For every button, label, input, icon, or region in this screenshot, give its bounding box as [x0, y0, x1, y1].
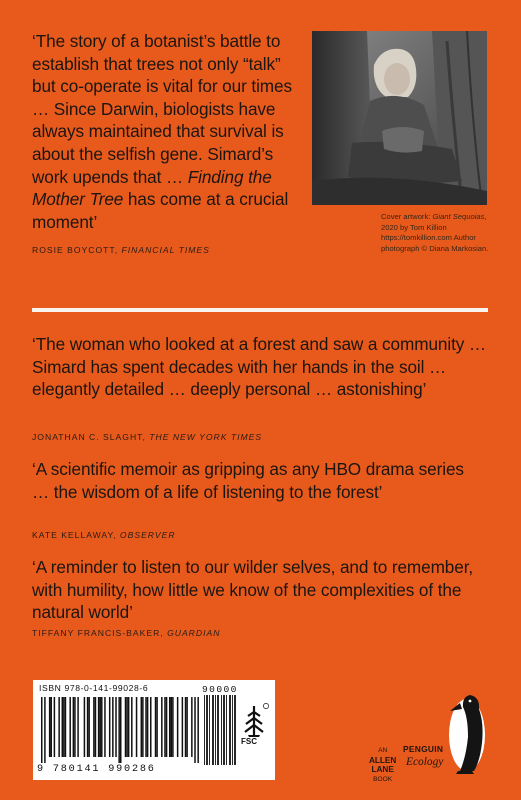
addon-bar	[206, 695, 207, 765]
barcode-bar	[99, 697, 101, 757]
barcode-bar	[58, 697, 60, 757]
attribution-slaght	[32, 432, 262, 442]
isbn-label: ISBN 978-0-141-99028-6	[39, 683, 149, 693]
barcode-bar	[109, 697, 111, 757]
addon-bar	[218, 695, 219, 765]
barcode-bar	[155, 697, 157, 757]
addon-bar	[212, 695, 213, 765]
attribution-publication: OBSERVER	[119, 530, 176, 540]
imprint-book: BOOK	[373, 775, 393, 783]
barcode-bar	[186, 697, 188, 757]
series-name: Ecology	[406, 756, 444, 768]
addon-bar	[230, 695, 231, 765]
attribution-author: KATE KELLAWAY,	[32, 530, 117, 540]
barcode-bar	[169, 697, 171, 757]
barcode-bar	[101, 697, 103, 757]
imprint-an: AN	[378, 747, 388, 754]
barcode-bar	[74, 697, 76, 757]
book-title: Finding the Mother Tree	[32, 166, 272, 210]
barcode-panel	[33, 680, 275, 780]
barcode-bar	[44, 697, 46, 763]
barcode-bar	[197, 697, 199, 763]
attribution-author: JONATHAN C. SLAGHT,	[32, 432, 146, 442]
addon-bar	[207, 695, 208, 765]
ean-barcode	[41, 697, 199, 763]
addon-bar	[213, 695, 214, 765]
barcode-bar	[171, 697, 173, 757]
barcode-bar	[95, 697, 97, 757]
barcode-bar	[65, 697, 67, 757]
addon-bar	[221, 695, 222, 765]
attribution-publication: GUARDIAN	[167, 628, 221, 638]
quote-boycott	[32, 30, 300, 233]
fsc-label: FSC	[241, 737, 257, 746]
barcode-bar	[185, 697, 187, 757]
barcode-bar	[194, 697, 196, 763]
credit-prefix: Cover artwork:	[381, 212, 433, 221]
barcode-bar	[62, 697, 64, 757]
barcode-bar	[63, 697, 65, 757]
addon-digits: 90000	[202, 684, 238, 695]
attribution-kellaway	[32, 530, 176, 540]
addon-bar	[234, 695, 235, 765]
barcode-bar	[120, 697, 122, 763]
barcode-bar	[141, 697, 143, 757]
imprint-lane: LANE	[371, 765, 394, 775]
barcode-bar	[84, 697, 86, 757]
attribution-author: ROSIE BOYCOTT,	[32, 245, 119, 255]
attribution-publication: FINANCIAL TIMES	[121, 245, 210, 255]
barcode-bar	[54, 697, 56, 757]
barcode-bar	[191, 697, 193, 757]
quote-kellaway: ‘A scientific memoir as gripping as any HBO drama series … the wisdom of a life of listening to the forest’	[32, 459, 464, 502]
barcode-bar	[126, 697, 128, 757]
addon-bar	[223, 695, 224, 765]
barcode-bar	[131, 697, 133, 757]
addon-bar	[209, 695, 210, 765]
quote-francis-baker: ‘A reminder to listen to our wilder selves, and to remember, with humility, how little we know of the complexities of the natural world’	[32, 557, 474, 623]
credit-rest: , 2020 by Tom Killion https://tomkillion.com Author photograph © Diana Markosian.	[381, 212, 489, 253]
barcode-bar	[69, 697, 71, 757]
barcode-bar	[172, 697, 174, 757]
addon-bar	[224, 695, 225, 765]
barcode-bar	[177, 697, 179, 757]
attribution-author: TIFFANY FRANCIS-BAKER,	[32, 628, 164, 638]
barcode-bar	[156, 697, 158, 757]
barcode-bar	[104, 697, 106, 757]
barcode-bar	[41, 697, 43, 763]
barcode-bar	[161, 697, 163, 757]
barcode-bar	[87, 697, 89, 757]
barcode-bar	[50, 697, 52, 757]
barcode-bar	[73, 697, 75, 757]
quote-text: ‘The story of a botanist’s battle to establish that trees not only “talk” but co-operate is vital for our times … Since Darwin, biologists have always maintained that survival is about the selfish gene. Simard’s work upends that …	[32, 31, 292, 187]
author-photo-image	[312, 31, 487, 205]
addon-bar	[226, 695, 227, 765]
imprint-allen: ALLEN	[369, 755, 397, 765]
photo-credit	[381, 212, 491, 254]
barcode-bar	[182, 697, 184, 757]
addon-bar	[235, 695, 236, 765]
penguin-logo-icon	[446, 687, 488, 775]
quote-text-end: has come at a crucial moment’	[32, 189, 289, 232]
barcode-bar	[136, 697, 138, 757]
barcode-bar	[115, 697, 117, 757]
addon-bar	[204, 695, 205, 765]
credit-artwork-title: Giant Sequoias	[432, 212, 485, 221]
addon-bar	[232, 695, 233, 765]
barcode-bar	[88, 697, 90, 757]
ean-digits: 9 780141 990286	[37, 764, 156, 775]
attribution-publication: THE NEW YORK TIMES	[149, 432, 263, 442]
author-photo	[312, 31, 487, 205]
attribution-boycott	[32, 245, 210, 255]
addon-bar	[229, 695, 230, 765]
barcode-bar	[98, 697, 100, 757]
barcode-bar	[164, 697, 166, 757]
barcode-bar	[112, 697, 114, 757]
barcode-bar	[145, 697, 147, 757]
barcode-bar	[49, 697, 51, 757]
barcode-bar	[147, 697, 149, 757]
barcode-bar	[142, 697, 144, 757]
attribution-francis-baker	[32, 628, 220, 638]
barcode-bar	[128, 697, 129, 757]
barcode-bar	[118, 697, 120, 763]
allen-lane-imprint	[369, 746, 396, 784]
addon-bar	[217, 695, 218, 765]
penguin-wordmark: PENGUIN	[403, 744, 444, 754]
barcode-bar	[166, 697, 168, 757]
addon-barcode	[204, 695, 236, 765]
barcode-bar	[125, 697, 127, 757]
barcode-bar	[93, 697, 95, 757]
quote-slaght: ‘The woman who looked at a forest and saw a community … Simard has spent decades with her hands in the soil … elegantly detailed … deeply personal … astonishing’	[32, 334, 487, 400]
section-divider	[32, 308, 488, 312]
barcode-bar	[150, 697, 152, 757]
addon-bar	[215, 695, 216, 765]
barcode-bar	[77, 697, 79, 757]
